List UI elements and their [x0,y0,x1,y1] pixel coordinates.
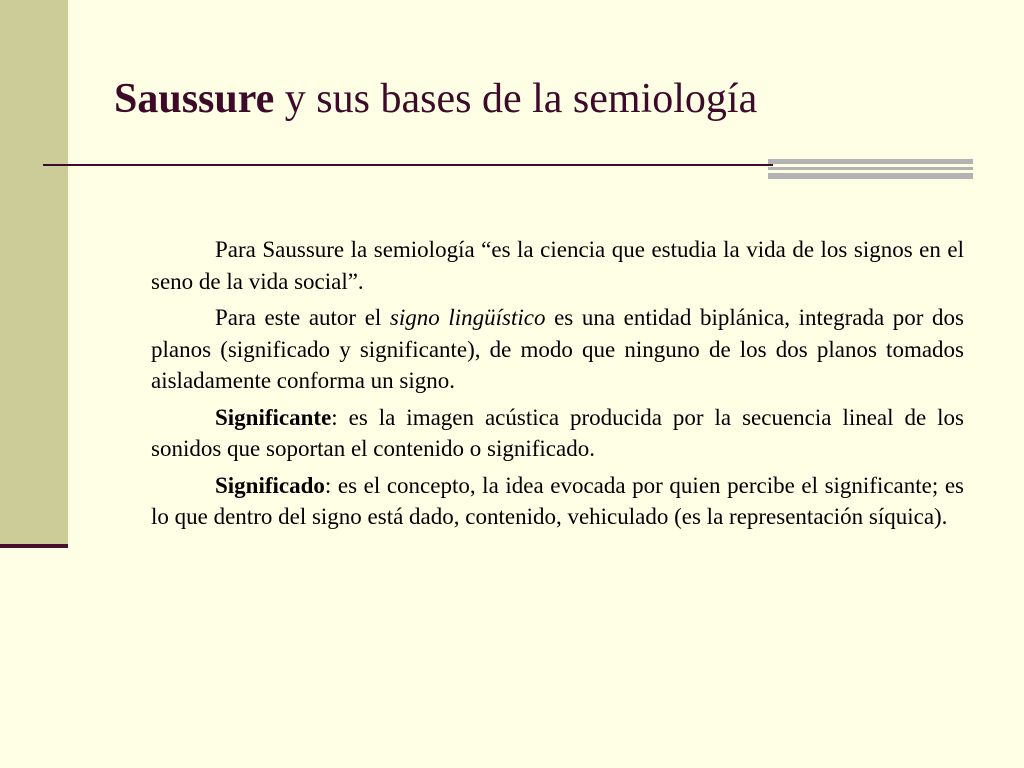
body-text [151,234,964,538]
paragraph-4-text: : es el concepto, la idea evocada por quien percibe el significante; es lo que dentro del signo está dado, contenido, vehiculado (es la representación síquica). [151,472,964,529]
paragraph-significante [151,402,964,465]
gray-rule-middle [768,167,973,170]
paragraph-2-before: Para este autor el [215,305,390,330]
paragraph-1-text: Para Saussure la semiología “es la ciencia que estudia la vida de los signos en el seno de la vida social”. [151,237,964,294]
paragraph-signo [151,302,964,397]
left-accent-bar [0,0,68,544]
title-bold: Saussure [114,76,275,122]
paragraph-2-italic: signo lingüístico [389,305,546,330]
left-accent-bar-rule [0,544,68,548]
paragraph-significado [151,470,964,533]
term-significado: Significado [215,472,325,498]
paragraph-definition [151,234,964,297]
title-rest: y sus bases de la semiología [274,76,758,122]
gray-rule-bottom [768,173,973,179]
gray-rule-top [768,159,973,164]
slide-title [114,70,757,128]
paragraph-2-after: es una entidad biplánica, integrada por dos planos (significado y significante), de modo que ninguno de los dos planos tomados aisladamente conforma un signo. [151,305,964,393]
term-significante: Significante [215,404,332,430]
title-underline [43,164,773,166]
paragraph-3-text: : es la imagen acústica producida por la secuencia lineal de los sonidos que soportan el contenido o significado. [151,404,964,461]
